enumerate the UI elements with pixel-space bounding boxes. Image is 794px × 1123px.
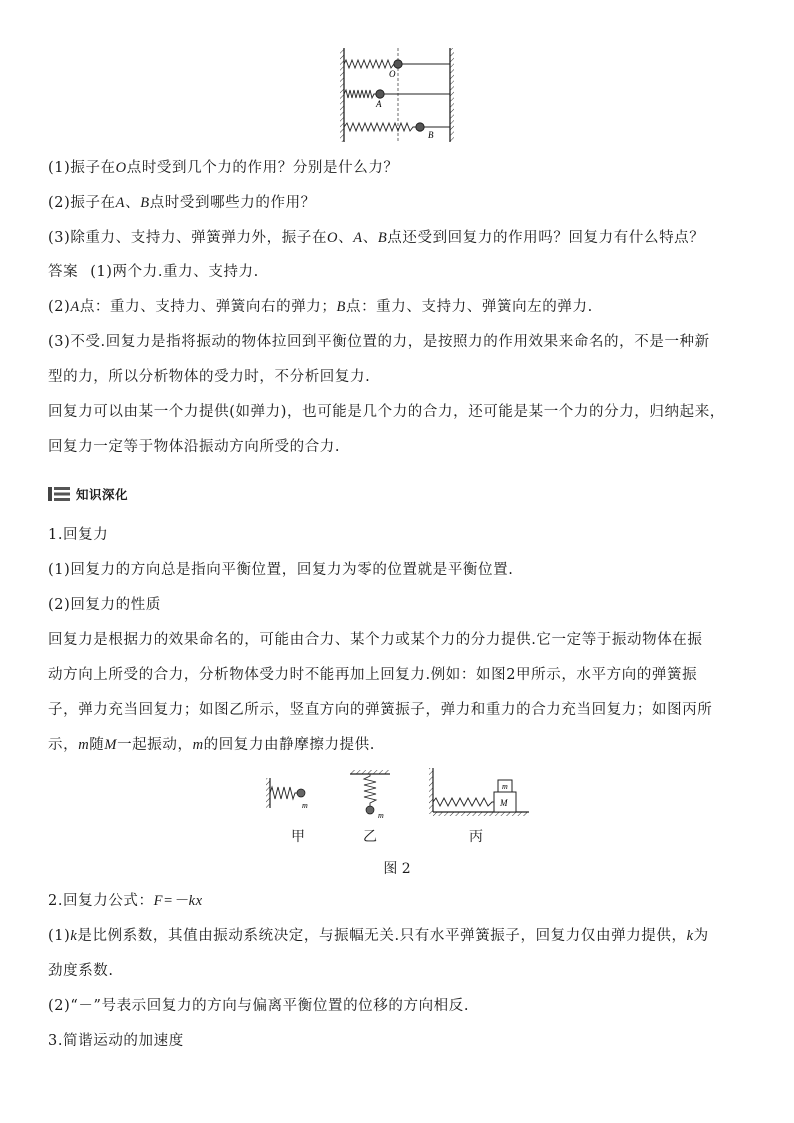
a3-line1-text: (3)不受.回复力是指将振动的物体拉回到平衡位置的力，是按照力的作用效果来命名的，不是一种新 (48, 334, 710, 350)
paragraph-2 (48, 595, 754, 615)
p3l4-m2: m (192, 737, 204, 753)
heading-1 (48, 525, 754, 545)
q2-point-a: A (115, 195, 126, 211)
label-b: B (428, 130, 434, 140)
answer-3-line-1 (48, 332, 754, 352)
a2-point-a: A (70, 299, 80, 315)
p4-prefix: (1) (48, 928, 71, 944)
q3-prefix: (3)除重力、支持力、弹簧弹力外，振子在 (48, 230, 328, 246)
section-title: 知识深化 (76, 487, 129, 502)
section-header (48, 485, 128, 503)
q3-sep2: 、 (362, 230, 378, 246)
summary-line1-text: 回复力可以由某一个力提供(如弹力)，也可能是几个力的合力，还可能是某一个力的分力，归纳起来， (48, 404, 725, 420)
fig2-jia-m: m (302, 801, 308, 810)
q3-point-a: A (353, 230, 363, 246)
a2-mid: 点：重力、支持力、弹簧向右的弹力； (79, 299, 337, 315)
h2-formula: F=－kx (153, 893, 203, 909)
heading-2 (48, 891, 754, 911)
q2-sep: 、 (125, 195, 141, 211)
label-a: A (376, 99, 382, 109)
question-3 (48, 228, 754, 248)
p4-line2-text: 劲度系数. (48, 963, 114, 979)
q1-prefix: (1)振子在 (48, 160, 116, 176)
fig2-label-bing: 丙 (469, 829, 483, 845)
a2-prefix: (2) (48, 299, 71, 315)
p2-text: (2)回复力的性质 (48, 597, 161, 613)
q1-suffix: 点时受到几个力的作用？分别是什么力？ (126, 160, 399, 176)
answer-1-text: (1)两个力.重力、支持力. (90, 264, 259, 280)
answer-3-line-2 (48, 367, 754, 387)
p3l4-suffix: 的回复力由静摩擦力提供. (203, 737, 375, 753)
a2-suffix: 点：重力、支持力、弹簧向左的弹力. (345, 299, 593, 315)
h3-text: 3.简谐运动的加速度 (48, 1033, 184, 1049)
summary-line-2 (48, 437, 754, 457)
p5-text: (2)“－”号表示回复力的方向与偏离平衡位置的位移的方向相反. (48, 998, 470, 1014)
paragraph-5 (48, 996, 754, 1016)
paragraph-1 (48, 560, 754, 580)
q1-point-o: O (115, 160, 127, 176)
p3l4-prefix: 示， (48, 737, 79, 753)
p4-suffix: 为 (693, 928, 709, 944)
q2-suffix: 点时受到哪些力的作用？ (149, 195, 316, 211)
p3l4-m1: m (78, 737, 90, 753)
answer-2 (48, 297, 754, 317)
q3-point-o: O (327, 230, 339, 246)
p3l4-mid2: 一起振动， (117, 737, 193, 753)
fig2-label-yi: 乙 (363, 829, 377, 845)
p4-mid: 是比例系数，其值由振动系统决定，与振幅无关.只有水平弹簧振子，回复力仅由弹力提供， (77, 928, 687, 944)
figure-2-yi (350, 770, 390, 820)
q3-suffix: 点还受到回复力的作用吗？回复力有什么特点？ (387, 230, 705, 246)
paragraph-3-line-3 (48, 700, 754, 720)
summary-line-1 (48, 402, 754, 422)
p4-k1: k (70, 928, 78, 944)
fig2-label-jia: 甲 (291, 829, 305, 845)
figure-spring-oscillators (332, 44, 462, 144)
answer-1 (48, 262, 754, 282)
answer-label: 答案 (48, 264, 79, 280)
fig2-bing-M: M (500, 798, 508, 808)
figure-2-jia (266, 778, 308, 810)
paragraph-3-line-1 (48, 630, 754, 650)
p4-k2: k (686, 928, 694, 944)
paragraph-4-line-2 (48, 961, 754, 981)
q2-prefix: (2)振子在 (48, 195, 116, 211)
figure-2-bing (429, 768, 529, 816)
q3-point-b: B (377, 230, 388, 246)
figure-2-diagram (262, 766, 532, 824)
fig2-yi-m: m (378, 811, 384, 820)
figure-2-caption: 图 2 (383, 861, 411, 877)
paragraph-3-line-2 (48, 665, 754, 685)
heading-3 (48, 1031, 754, 1051)
h1-text: 1.回复力 (48, 527, 109, 543)
p3-line1-text: 回复力是根据力的效果命名的，可能由合力、某个力或某个力的分力提供.它一定等于振动物体在振 (48, 632, 703, 648)
p3l4-mid1: 随 (89, 737, 105, 753)
p3l4-M: M (104, 737, 118, 753)
q3-sep1: 、 (338, 230, 354, 246)
fig2-bing-m: m (502, 782, 508, 791)
question-2 (48, 193, 754, 213)
paragraph-4-line-1 (48, 926, 754, 946)
summary-line2-text: 回复力一定等于物体沿振动方向所受的合力. (48, 439, 341, 455)
paragraph-3-line-4 (48, 735, 754, 755)
h2-prefix: 2.回复力公式： (48, 893, 154, 909)
p3-line2-text: 动方向上所受的合力，分析物体受力时不能再加上回复力.例如：如图2甲所示，水平方向的弹簧振 (48, 667, 698, 683)
a2-point-b: B (336, 299, 346, 315)
q2-point-b: B (140, 195, 150, 211)
p3-line3-text: 子，弹力充当回复力；如图乙所示，竖直方向的弹簧振子，弹力和重力的合力充当回复力；如图丙所 (48, 702, 713, 718)
question-1 (48, 158, 754, 178)
section-bars-icon (48, 487, 70, 501)
p1-text: (1)回复力的方向总是指向平衡位置，回复力为零的位置就是平衡位置. (48, 562, 514, 578)
a3-line2-text: 型的力，所以分析物体的受力时，不分析回复力. (48, 369, 371, 385)
label-o: O (389, 69, 396, 79)
